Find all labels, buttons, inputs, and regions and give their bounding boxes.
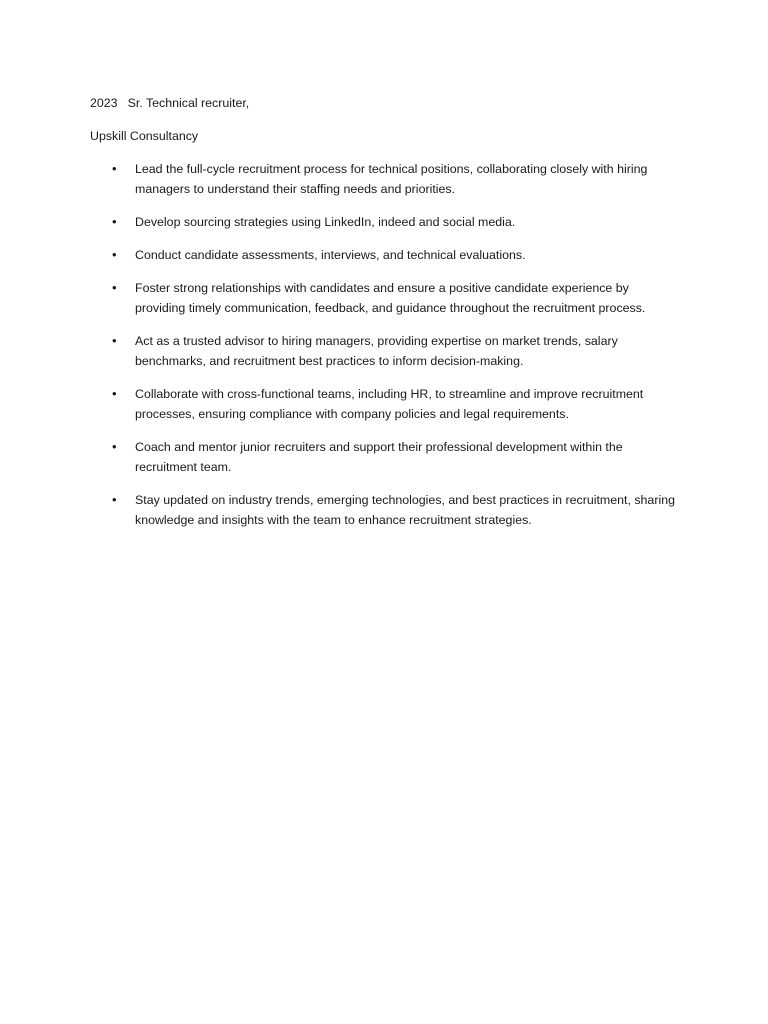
list-item: [90, 278, 680, 318]
job-title: Sr. Technical recruiter,: [127, 96, 250, 110]
job-heading: [90, 93, 680, 113]
bullet-icon: •: [112, 492, 117, 507]
bullet-icon: •: [112, 161, 117, 176]
bullet-icon: •: [112, 247, 117, 262]
list-item-text: Collaborate with cross-functional teams, including HR, to streamline and improve recruitment processes, ensuring compliance with company policies and legal requirements.: [135, 387, 644, 421]
list-item: [90, 159, 680, 199]
list-item: [90, 437, 680, 477]
list-item: [90, 384, 680, 424]
list-item-text: Coach and mentor junior recruiters and support their professional development within the recruitment team.: [135, 440, 623, 474]
list-item: [90, 245, 680, 265]
list-item: [90, 212, 680, 232]
job-year: 2023: [90, 96, 118, 110]
responsibility-list: [90, 159, 680, 530]
bullet-icon: •: [112, 386, 117, 401]
document-body: [90, 93, 680, 543]
list-item-text: Lead the full-cycle recruitment process for technical positions, collaborating closely with hiring managers to understand their staffing needs and priorities.: [135, 162, 648, 196]
bullet-icon: •: [112, 439, 117, 454]
company-name: Upskill Consultancy: [90, 129, 199, 143]
list-item-text: Act as a trusted advisor to hiring managers, providing expertise on market trends, salary benchmarks, and recruitment best practices to inform decision-making.: [135, 334, 618, 368]
list-item: [90, 331, 680, 371]
list-item-text: Stay updated on industry trends, emerging technologies, and best practices in recruitment, sharing knowledge and insights with the team to enhance recruitment strategies.: [135, 493, 675, 527]
list-item: [90, 490, 680, 530]
bullet-icon: •: [112, 333, 117, 348]
list-item-text: Develop sourcing strategies using LinkedIn, indeed and social media.: [135, 215, 516, 229]
bullet-icon: •: [112, 214, 117, 229]
list-item-text: Foster strong relationships with candidates and ensure a positive candidate experience by providing timely communication, feedback, and guidance throughout the recruitment process.: [135, 281, 646, 315]
bullet-icon: •: [112, 280, 117, 295]
list-item-text: Conduct candidate assessments, interviews, and technical evaluations.: [135, 248, 526, 262]
